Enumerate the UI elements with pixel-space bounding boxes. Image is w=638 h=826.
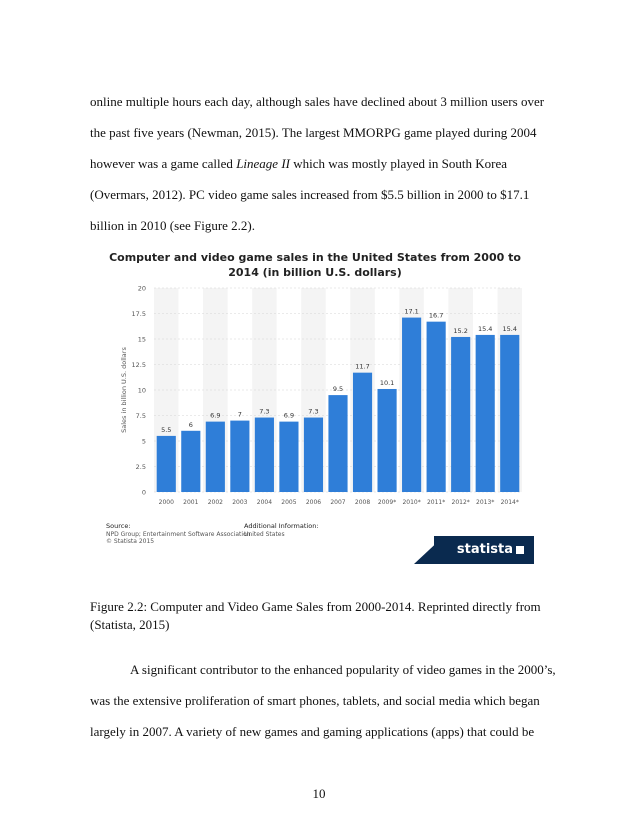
data-label: 6.9: [283, 411, 295, 420]
bar: [500, 335, 519, 492]
bar: [377, 389, 396, 492]
y-tick-label: 17.5: [131, 310, 146, 318]
y-tick-label: 7.5: [135, 412, 146, 420]
bar: [402, 318, 421, 492]
bar: [451, 337, 470, 492]
y-tick-label: 5: [141, 437, 146, 446]
data-label: 16.7: [428, 311, 444, 320]
bar: [279, 422, 298, 492]
y-tick-label: 12.5: [131, 361, 146, 369]
info-heading: Additional Information:: [244, 522, 319, 530]
bar: [230, 421, 249, 492]
bar: [206, 422, 225, 492]
para2-line-1: A significant contributor to the enhanced popularity of video games in the 2000’s,: [130, 662, 556, 677]
data-label: 7: [237, 410, 242, 419]
y-axis-label: Sales in billion U.S. dollars: [120, 347, 128, 433]
y-tick-label: 0: [141, 488, 146, 497]
x-tick-label: 2003: [232, 499, 248, 506]
body-line-5: billion in 2010 (see Figure 2.2).: [90, 218, 256, 233]
bar: [328, 395, 347, 492]
x-tick-label: 2000: [158, 499, 174, 506]
x-tick-label: 2005: [281, 499, 297, 506]
body-line-3-post: which was mostly played in South Korea: [289, 156, 507, 171]
data-label: 9.5: [332, 385, 344, 394]
chart-title: Computer and video game sales in the United States from 2000 to 2014 (in billion U.S. dollars): [109, 251, 521, 279]
bar: [304, 418, 323, 492]
body-line-4: (Overmars, 2012). PC video game sales increased from $5.5 billion in 2000 to $17.1: [90, 187, 530, 202]
info-line: United States: [244, 530, 285, 538]
bar: [353, 373, 372, 492]
x-tick-label: 2010*: [402, 499, 421, 506]
source-heading: Source:: [106, 522, 131, 530]
data-label: 5.5: [161, 425, 172, 434]
bar: [255, 418, 274, 492]
data-label: 15.4: [502, 324, 517, 333]
body-line-3: [90, 156, 507, 172]
data-label: 15.2: [453, 326, 468, 335]
x-tick-label: 2006: [305, 499, 322, 506]
x-tick-label: 2013*: [476, 499, 495, 506]
source-line: NPD Group; Entertainment Software Association: [106, 530, 251, 538]
bar: [181, 431, 200, 492]
page-number: 10: [312, 786, 326, 801]
statista-mark-icon: [516, 546, 524, 554]
x-tick-label: 2001: [183, 499, 199, 506]
source-block: [106, 523, 251, 546]
x-tick-label: 2004: [256, 499, 273, 506]
game-title-italic: Lineage II: [236, 156, 290, 171]
x-tick-label: 2014*: [500, 499, 519, 506]
figure-caption: Figure 2.2: Computer and Video Game Sales from 2000-2014. Reprinted directly from (Statista, 2015): [90, 599, 541, 632]
bar: [476, 335, 495, 492]
y-tick-label: 2.5: [135, 463, 146, 471]
para2-line-2: was the extensive proliferation of smart phones, tablets, and social media which began: [90, 693, 540, 708]
y-tick-label: 10: [137, 386, 146, 395]
data-label: 17.1: [404, 307, 419, 316]
x-tick-label: 2012*: [451, 499, 470, 506]
y-tick-label: 20: [137, 284, 146, 293]
x-tick-label: 2011*: [426, 499, 446, 506]
x-tick-label: 2007: [330, 499, 346, 506]
data-label: 15.4: [477, 324, 493, 333]
body-line-1: online multiple hours each day, although sales have declined about 3 million users over: [90, 94, 545, 109]
statista-logo: [457, 542, 524, 557]
data-label: 7.3: [259, 407, 270, 416]
data-label: 6.9: [210, 411, 221, 420]
bar: [157, 436, 176, 492]
data-label: 11.7: [355, 362, 370, 371]
x-tick-label: 2008: [354, 499, 371, 506]
data-label: 7.3: [308, 407, 319, 416]
y-tick-label: 15: [137, 335, 146, 344]
para2-line-3: largely in 2007. A variety of new games and gaming applications (apps) that could be: [90, 724, 535, 739]
figure-2-2: [96, 241, 534, 564]
brand-text: statista: [456, 542, 513, 557]
additional-info-block: [244, 523, 319, 538]
x-tick-label: 2002: [207, 499, 223, 506]
body-line-3-pre: however was a game called: [90, 156, 237, 171]
body-line-2: the past five years (Newman, 2015). The largest MMORPG game played during 2004: [90, 125, 537, 140]
data-label: 6: [188, 420, 193, 429]
x-tick-label: 2009*: [377, 499, 397, 506]
data-label: 10.1: [379, 378, 395, 387]
bar-chart: [96, 241, 534, 523]
source-line: © Statista 2015: [106, 538, 155, 545]
bar: [427, 322, 446, 492]
